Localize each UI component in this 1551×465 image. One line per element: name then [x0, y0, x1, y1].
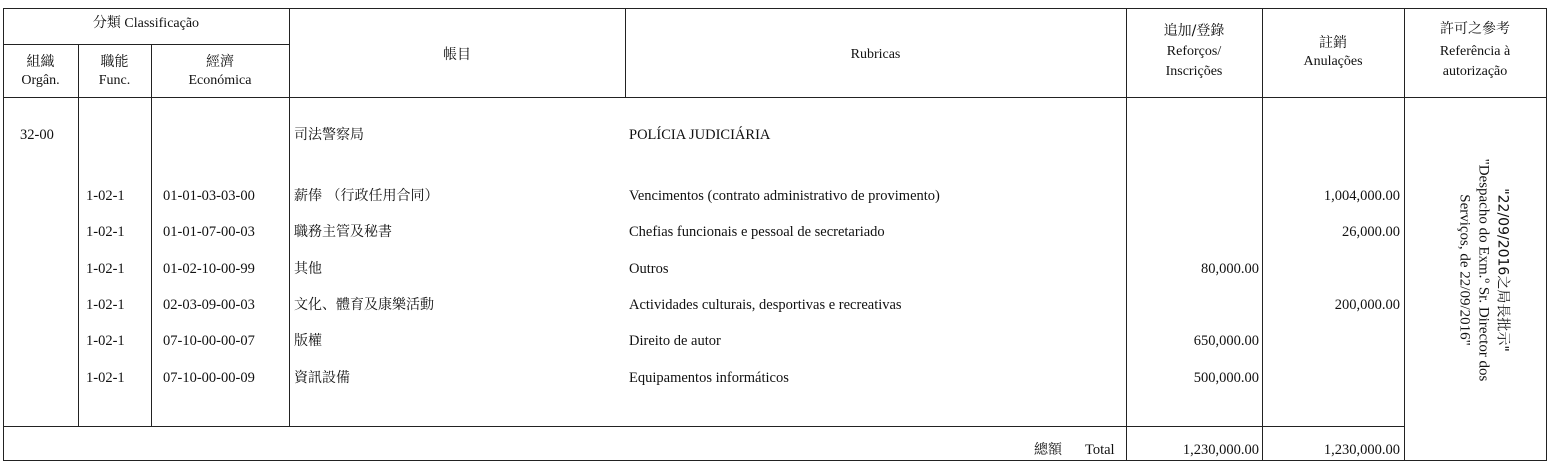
- header-reforcos-pt2: Inscrições: [1165, 64, 1223, 79]
- bottom-border: [3, 460, 1546, 461]
- row-econ: 01-01-07-00-03: [163, 224, 255, 240]
- header-func-zh: 職能: [100, 54, 129, 70]
- row-anulacao: 1,004,000.00: [1323, 188, 1400, 204]
- row-item-zh: 文化、體育及康樂活動: [294, 297, 434, 313]
- total-top-border: [3, 426, 1404, 427]
- row-rubrica: Actividades culturais, desportivas e recreativas: [629, 297, 902, 313]
- header-anulacoes-zh: 註銷: [1319, 35, 1347, 51]
- right-border: [1546, 8, 1547, 461]
- header-reforcos-pt1: Reforços/: [1166, 44, 1222, 59]
- header-organ-pt: Orgân.: [21, 73, 60, 88]
- row-item-zh: 版權: [294, 333, 322, 349]
- total-reforcos: 1,230,000.00: [1182, 442, 1259, 458]
- row-rubrica: Chefias funcionais e pessoal de secretariado: [629, 224, 885, 240]
- row-rubrica: Vencimentos (contrato administrativo de provimento): [629, 188, 940, 204]
- header-func-pt: Func.: [98, 73, 131, 88]
- authorization-reference: [1433, 115, 1533, 425]
- authorization-line-2: "Despacho do Exm.º Sr. Director dos: [1475, 158, 1492, 382]
- total-label-pt: Total: [1085, 442, 1115, 458]
- row-func: 1-02-1: [86, 297, 125, 313]
- row-reforco: 500,000.00: [1193, 370, 1259, 386]
- total-label-zh: 總額: [1034, 442, 1062, 458]
- header-ref-pt1: Referência à: [1439, 44, 1511, 59]
- row-econ: 07-10-00-00-07: [163, 333, 255, 349]
- authorization-line-1: "22/09/2016之局長批示": [1494, 188, 1511, 352]
- row-item-zh: 其他: [294, 261, 322, 277]
- header-reforcos-zh: 追加/登錄: [1163, 23, 1225, 39]
- header-item-zh: 帳目: [443, 47, 471, 63]
- row-econ: 07-10-00-00-09: [163, 370, 255, 386]
- classification-divider: [3, 44, 289, 45]
- row-econ: 01-02-10-00-99: [163, 261, 255, 277]
- row-func: 1-02-1: [86, 261, 125, 277]
- row-econ: 02-03-09-00-03: [163, 297, 255, 313]
- row-item-zh: 薪俸 （行政任用合同）: [294, 188, 439, 204]
- header-econ-zh: 經濟: [206, 54, 234, 70]
- header-classification: 分類 Classificação: [92, 16, 200, 31]
- row-item-zh: 職務主管及秘書: [294, 224, 392, 240]
- header-bottom-border: [3, 97, 1546, 98]
- row-anulacao: 26,000.00: [1342, 224, 1400, 240]
- authorization-line-3: Serviços, de 22/09/2016": [1456, 194, 1473, 346]
- row-func: 1-02-1: [86, 370, 125, 386]
- header-econ-pt: Económica: [188, 73, 252, 88]
- row-reforco: 650,000.00: [1193, 333, 1259, 349]
- row-func: 1-02-1: [86, 224, 125, 240]
- col-divider-econ: [289, 8, 290, 427]
- row-item-zh: 資訊設備: [294, 370, 350, 386]
- row-anulacao: 200,000.00: [1334, 297, 1400, 313]
- header-anulacoes-pt: Anulações: [1303, 54, 1363, 69]
- row-econ: 01-01-03-03-00: [163, 188, 255, 204]
- row-rubrica: Direito de autor: [629, 333, 721, 349]
- group-name-pt: POLÍCIA JUDICIÁRIA: [629, 127, 771, 143]
- header-rubricas: Rubricas: [850, 47, 901, 62]
- col-divider-organ: [78, 44, 79, 427]
- top-border: [3, 8, 1546, 9]
- header-ref-zh: 許可之參考: [1440, 21, 1510, 37]
- header-ref-pt2: autorização: [1442, 64, 1508, 79]
- row-rubrica: Outros: [629, 261, 669, 277]
- group-organ-code: 32-00: [20, 127, 54, 143]
- col-divider-func: [151, 44, 152, 427]
- row-reforco: 80,000.00: [1201, 261, 1259, 277]
- group-name-zh: 司法警察局: [294, 127, 364, 143]
- header-organ-zh: 組織: [26, 54, 55, 70]
- total-anulacoes: 1,230,000.00: [1323, 442, 1400, 458]
- row-func: 1-02-1: [86, 333, 125, 349]
- row-rubrica: Equipamentos informáticos: [629, 370, 789, 386]
- row-func: 1-02-1: [86, 188, 125, 204]
